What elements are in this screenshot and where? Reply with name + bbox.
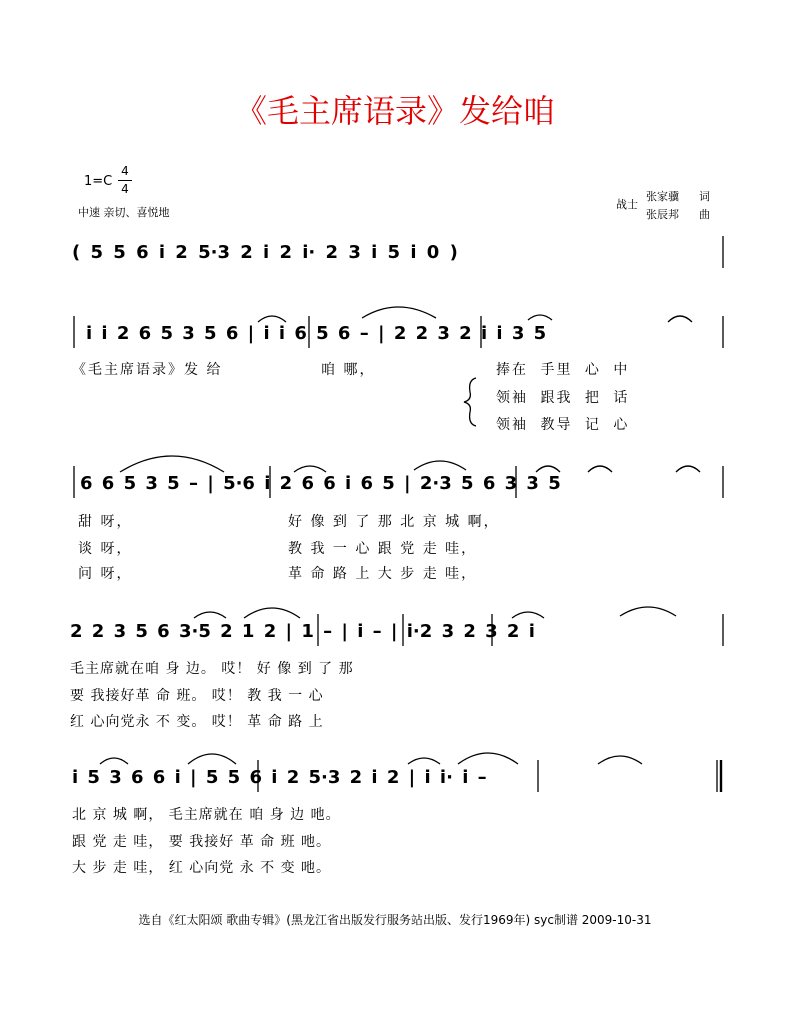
key-signature: 1=C: [84, 174, 113, 189]
slur: [598, 756, 642, 764]
lyric-row-4-v2: 要 我接好革 命 班。 哎！ 教 我 一 心: [70, 688, 324, 704]
slur: [528, 315, 552, 320]
verse-brace: [464, 378, 476, 426]
composer-role: 曲: [699, 208, 710, 221]
score-line-4: 2 2 3 5 6 3·5 2 1 2 | 1 – | i – | i·2 3 2 3 2 i: [70, 621, 535, 642]
song-title: 《毛主席语录》发给咱: [234, 92, 555, 130]
slur: [362, 307, 436, 318]
score-line-3: 6 6 5 3 5 – | 5·6 i 2 6 6 i 6 5 | 2·3 5 6 3 3 5: [80, 473, 561, 494]
lyric-row-5-v3: 大 步 走 哇， 红 心向党 永 不 变 吔。: [72, 860, 332, 876]
lyric-verse-3: 领袖 教导 记 心: [496, 417, 630, 433]
slur: [414, 461, 466, 470]
slur: [588, 466, 612, 472]
lyric-row-2a: 《毛主席语录》发 给: [72, 362, 223, 378]
lyric-row-4-v1: 毛主席就在咱 身 边。 哎！ 好 像 到 了 那: [70, 661, 354, 677]
lyric-row-3-v1: 甜 呀，: [78, 514, 133, 530]
lyric-row-3-m1: 好 像 到 了 那 北 京 城 啊，: [288, 514, 500, 530]
lyricist-prefix: 战士: [616, 198, 638, 211]
lyric-row-3-v2: 谈 呀，: [78, 541, 133, 557]
slur: [536, 466, 560, 472]
time-sig-top: 4: [121, 164, 129, 178]
slur: [668, 316, 692, 322]
lyric-row-3-m3: 革 命 路 上 大 步 走 哇，: [288, 566, 478, 582]
lyric-row-5-v1: 北 京 城 啊， 毛主席就在 咱 身 边 吔。: [72, 807, 341, 823]
lyric-row-2b: 咱 哪，: [321, 362, 376, 378]
score-line-5: i 5 3 6 6 i | 5 5 6 i 2 5·3 2 i 2 | i i· i –: [72, 767, 487, 788]
composer-name: 张辰邦: [646, 208, 679, 221]
slur: [244, 608, 300, 618]
slur: [120, 456, 224, 472]
slur: [294, 466, 326, 472]
slur: [194, 612, 226, 618]
lyricist-name: 张家骥: [646, 190, 679, 203]
lyric-row-5-v2: 跟 党 走 哇， 要 我接好 革 命 班 吔。: [72, 834, 332, 850]
time-sig-bottom: 4: [118, 180, 132, 198]
slur: [512, 612, 544, 618]
slur: [408, 758, 440, 764]
source-footer: 选自《红太阳颂 歌曲专辑》(黑龙江省出版发行服务站出版、发行1969年) syc制谱 2009-10-31: [138, 913, 652, 927]
lyric-row-4-v3: 红 心向党永 不 变。 哎！ 革 命 路 上: [70, 714, 324, 730]
slur: [676, 466, 700, 472]
slur: [100, 758, 128, 764]
score-line-2: i i 2 6 5 3 5 6 | i i 6 5 6 – | 2 2 3 2 i i 3 5: [86, 323, 547, 344]
slur: [458, 753, 518, 764]
lyric-verse-2: 领袖 跟我 把 话: [496, 390, 630, 406]
lyric-row-3-m2: 教 我 一 心 跟 党 走 哇，: [288, 541, 478, 557]
tempo-marking: 中速 亲切、喜悦地: [78, 206, 170, 219]
lyricist-role: 词: [699, 190, 710, 203]
lyric-row-3-v3: 问 呀，: [78, 566, 133, 582]
lyric-verse-1: 捧在 手里 心 中: [496, 362, 630, 378]
slur: [188, 754, 236, 764]
score-line-1: ( 5 5 6 i 2 5·3 2 i 2 i· 2 3 i 5 i 0 ): [72, 242, 458, 263]
slur: [620, 607, 676, 616]
slur: [258, 316, 286, 322]
